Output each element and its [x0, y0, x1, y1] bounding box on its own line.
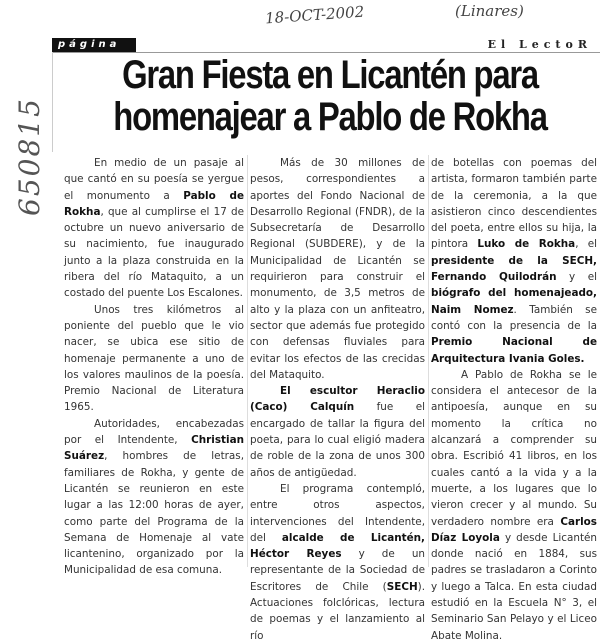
text: . También se contó con la presencia de la: [431, 303, 597, 332]
page-header-bar: [52, 38, 600, 64]
newspaper-name: El LectoR: [487, 38, 592, 51]
bold-text: Luko de Rokha: [477, 238, 576, 251]
text: y desde Licantén donde nació en 1884, sus padres se trasladaron a Corinto y luego a Talca. En esta ciudad estudió en la Escuela N° 3, el Seminario San Pelayo y el Liceo Abate Molina.: [431, 531, 598, 642]
article-column-1: [64, 155, 244, 579]
text: El programa contempló, entre otros aspectos, intervenciones del Intendente, del: [250, 482, 425, 544]
text: ). Actuaciones folclóricas, lectura de poemas y el lanzamiento al río: [250, 580, 425, 642]
headline-line-1: Gran Fiesta en Licantén para: [122, 53, 538, 97]
text: Autoridades, encabezadas por el Intendente,: [64, 417, 244, 447]
text: , el: [575, 238, 597, 251]
bold-text: Christian Suárez: [64, 434, 244, 463]
text: Más de 30 millones de pesos, correspondientes a aportes del Fondo Nacional de Desarrollo Regional (FNDR), de la Subsecretaría de Desarrollo Regional (SUBDERE), y de la Municipalidad de Licantén se requirieron para construir el monumento, de 3,5 metros de alto y la plaza con un anfiteatro, sector que además fue protegido con defensas fluviales para evitar los efectos de las crecidas del Mataquito.: [250, 157, 425, 381]
handwritten-archive-number: 650815: [12, 97, 46, 216]
paragraph: [64, 302, 244, 416]
column-divider: [428, 155, 429, 567]
paragraph: [64, 155, 244, 302]
bold-text: presidente de la SECH, Fernando Quilodrán: [431, 254, 597, 284]
divider: [52, 52, 53, 152]
text: y de un representante de la Sociedad de Escritores de Chile (: [250, 548, 425, 593]
bold-text: Pablo de Rokha: [64, 189, 244, 218]
headline: [110, 54, 550, 138]
handwritten-city: (Linares): [455, 2, 524, 20]
paragraph: [250, 383, 425, 481]
bold-text: El escultor Heraclio (Caco) Calquín: [250, 385, 425, 414]
paragraph: [431, 155, 597, 367]
text: de botellas con poemas del artista, formaron también parte de la ceremonia, a la que asistieron cinco descendientes del poeta, entre ellos su hija, la pintora: [431, 157, 597, 251]
headline-line-2: homenajear a Pablo de Rokha: [113, 95, 547, 139]
text: Unos tres kilómetros al poniente del pueblo que le vio nacer, se ubica ese sitio de homenaje permanente a uno de los valores maulinos de la poesía. Premio Nacional de Literatura 1965.: [64, 303, 244, 414]
text: fue el encargado de tallar la figura del poeta, para lo cual eligió madera de roble de la zona de unos 300 años de antigüedad.: [250, 401, 425, 479]
page-number: página 8: [52, 38, 136, 52]
text: y el: [556, 271, 597, 284]
column-divider: [247, 155, 248, 567]
paragraph: [431, 367, 597, 644]
article-column-3: [431, 155, 597, 644]
text: , hombres de letras, familiares de Rokha, y gente de Licantén se reunieron en este lugar a las 12:00 horas de ayer, como parte del Programa de la Semana de Homenaje al vate licantenino, organizado por la Municipalidad de esa comuna.: [64, 450, 244, 577]
article-column-2: [250, 155, 425, 644]
bold-text: alcalde de Licantén, Héctor Reyes: [250, 531, 426, 561]
paragraph: [250, 155, 425, 383]
text: A Pablo de Rokha se le considera el antecesor de la antipoesía, aunque en su momento la crítica no alcanzará a comprender su obra. Escribió 41 libros, en los cuales cantó a la vida y a la muerte, a los lugares que lo vieron crecer y al mundo. Su verdadero nombre era: [431, 368, 597, 528]
bold-text: Carlos Díaz Loyola: [431, 515, 597, 544]
text: , que al cumplirse el 17 de octubre un nuevo aniversario de su nacimiento, fue inaugurado junto a la plaza construida en la ribera del río Mataquito, a un costado del puente Los Escalones.: [64, 205, 244, 300]
handwritten-date: 18-OCT-2002: [264, 2, 365, 28]
paragraph: [250, 481, 425, 644]
bold-text: SECH: [386, 580, 418, 593]
bold-text: biógrafo del homenajeado, Naim Nomez: [431, 287, 597, 316]
bold-text: Premio Nacional de Arquitectura Ivania Goles.: [431, 336, 597, 365]
text: En medio de un pasaje al que cantó en su poesía se yergue el monumento a: [64, 157, 244, 202]
paragraph: [64, 416, 244, 579]
